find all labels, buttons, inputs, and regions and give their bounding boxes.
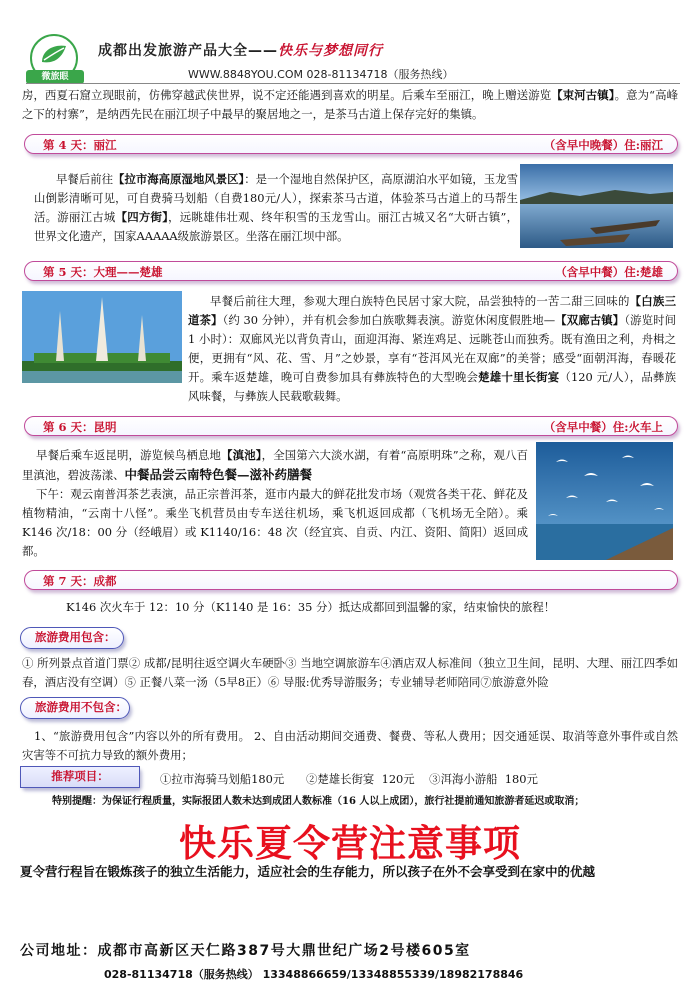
day-7-header [24, 570, 678, 590]
header-contact: WWW.8848YOU.COM 028-81134718（服务热线） [188, 68, 454, 81]
day-meal: （含早中餐）住:火车上 [543, 420, 663, 434]
dali-three-pagodas-photo [22, 291, 182, 383]
highlight: 【白族三道茶】 [188, 294, 676, 327]
recommended-label: 推荐项目： [20, 766, 140, 788]
highlight: 【双廊古镇】 [555, 313, 625, 327]
day-6-header [24, 416, 678, 436]
notice-prefix: 特别提醒： [52, 796, 102, 807]
text: ，全国第六大淡水湖，有着“高原明珠”之称，观八百里滇池，碧波荡漾、 [22, 448, 528, 482]
summer-camp-text: 夏令营行程旨在锻炼孩子的独立生活能力，适应社会的生存能力，所以孩子在外不会享受到在家中的优越 [20, 864, 596, 879]
dianchi-seagulls-photo [536, 442, 673, 560]
text: 早餐后前往 [56, 172, 114, 186]
logo-text: 微旅眼 [26, 70, 84, 84]
day-6-description [22, 446, 528, 561]
recommended-items: ①拉市海骑马划船180元 ②楚雄长街宴 120元 ③洱海小游船 180元 [160, 772, 538, 786]
fees-included-label: 旅游费用包含： [20, 627, 124, 649]
text: ：是一个湿地自然保护区，高原湖泊水平如镜，玉龙雪山倒影清晰可见，可自费骑马划船（自费180元/人），探索茶马古道，体验茶马古道上的马帮生活。游丽江古城 [34, 172, 518, 224]
text: 早餐后前往大理，参观大理白族特色民居寸家大院，品尝独特的一苦二甜三回味的 [210, 294, 630, 308]
header-divider [26, 83, 680, 84]
summer-camp-title: 快乐夏令营注意事项 [179, 822, 521, 865]
header-title [98, 40, 383, 60]
day-label: 第 5 天：大理——楚雄 [43, 265, 163, 279]
intro-text: 房，西夏石窟立现眼前，仿佛穿越武侠世界，说不定还能遇到喜欢的明星。后乘车至丽江，晚上赠送游览 [22, 88, 552, 102]
text: ，远眺雄伟壮观、终年积雪的玉龙雪山。丽江古城又名“大研古镇”，世界文化遗产，国家AAAAA级旅游景区。坐落在丽江坝中部。 [34, 210, 518, 243]
text: （游览时间 1 小时）：双廊风光以背负青山，面迎洱海、紧连鸡足、远眺苍山而独秀。既有渔田之利，舟楫之便，更拥有“风、花、雪、月”之妙景，享有“苍洱风光在双廊”的美誉；感受“面朝洱海，春暖花开。乘车返楚雄，晚可自费参加具有彝族特色的大型晚会 [188, 313, 676, 384]
day-label: 第 4 天：丽江 [43, 138, 117, 152]
day-4-header [24, 134, 678, 154]
notice-text: 为保证行程质量，实际报团人数未达到成团人数标准（16 人以上成团），旅行社提前通知旅游者延迟或取消； [102, 796, 585, 807]
afternoon-text: 下午：观云南普洱茶艺表演，品正宗普洱茶，逛市内最大的鲜花批发市场（观赏各类干花、鲜花及植物精油，“云南十八怪”。乘坐飞机营员由专车送往机场，乘飞机返回成都（飞机场无全陪）。乘 K146 次/18：00 分（经峨眉）或 K1140/16：48 次（经宜宾、自贡、内江、资阳、简阳）返回成都。 [22, 487, 528, 558]
fees-excluded-text: 1、“旅游费用包含”内容以外的所有费用。 2、自由活动期间交通费、餐费、等私人费用；因交通延误、取消等意外事件或自然灾害等不可抗力导致的额外费用； [22, 729, 678, 762]
highlight: 【滇池】 [221, 448, 262, 462]
header-title-main: 成都出发旅游产品大全—— [98, 43, 278, 59]
day-4-description [34, 170, 518, 246]
day-5-header [24, 261, 678, 281]
company-address: 公司地址：成都市高新区天仁路387号大鼎世纪广场2号楼605室 [20, 943, 471, 959]
recommended-label-box [20, 766, 140, 788]
highlight: 中餐品尝云南特色餐—滋补药膳餐 [124, 467, 313, 482]
day-label: 第 7 天：成都 [43, 574, 117, 588]
day-7-description: K146 次火车于 12：10 分（K1140 是 16：35 分）抵达成都回到温馨的家，结束愉快的旅程！ [66, 600, 556, 614]
contact-phones: 028-81134718（服务热线） 13348866659/13348855339/18982178846 [104, 968, 524, 981]
intro-text-after: 。意为“高峰之下的村寨”，是纳西先民在丽江坝子中最早的聚居地之一，是茶马古道上保存完好的集镇。 [22, 88, 678, 121]
intro-paragraph [22, 86, 678, 124]
special-notice [52, 792, 682, 807]
day-meal: （含早中晚餐）住:丽江 [543, 138, 663, 152]
intro-highlight: 【束河古镇】 [551, 88, 615, 102]
lashihai-lake-photo [520, 164, 673, 248]
header-slogan: 快乐与梦想同行 [278, 43, 383, 59]
text: （120 元/人），品彝族风味餐，与彝族人民载歌载舞。 [188, 370, 676, 403]
highlight: 【四方街】 [115, 210, 169, 224]
text: （约 30 分钟），并有机会参加白族歌舞表演。游览休闲度假胜地— [222, 313, 556, 327]
day-5-description [188, 292, 676, 406]
highlight: 【拉市海高原湿地风景区】 [113, 172, 245, 186]
day-meal: （含早中餐）住:楚雄 [555, 265, 663, 279]
day-label: 第 6 天：昆明 [43, 420, 117, 434]
highlight: 楚雄十里长街宴 [478, 370, 560, 384]
fees-excluded-label: 旅游费用不包含： [20, 697, 130, 719]
text: 早餐后乘车返昆明，游览候鸟栖息地 [36, 448, 222, 462]
fees-included-text: ① 所列景点首道门票② 成都/昆明往返空调火车硬卧③ 当地空调旅游车④酒店双人标准间（独立卫生间，昆明、大理、丽江四季如春，酒店没有空调）⑤ 正餐八菜一汤（5早8正）⑥ 导服:优秀导游服务；专业辅导老师陪同⑦旅游意外险 [22, 656, 678, 689]
